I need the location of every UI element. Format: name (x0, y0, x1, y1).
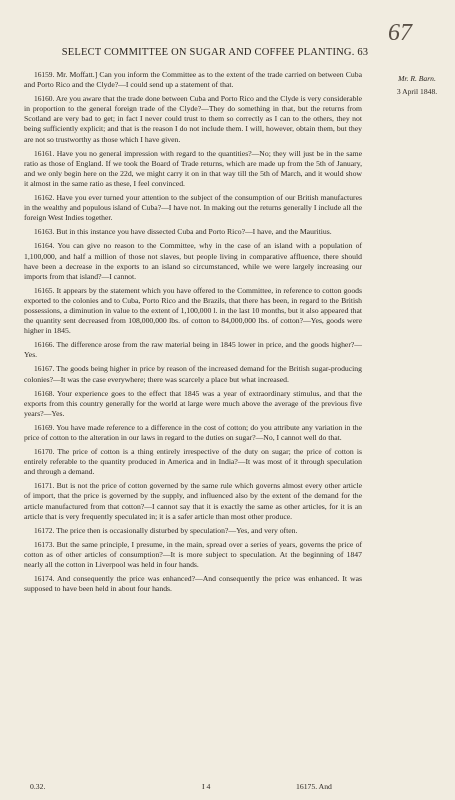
footer-gathering: I 4 (202, 782, 211, 791)
footer-signature: 0.32. (30, 782, 46, 791)
testimony-paragraph (24, 423, 362, 443)
testimony-paragraph (24, 574, 362, 594)
question-text: But is not the price of cotton governed by the same rule which governs almost every other article of import, that the price is governed by the supply, and influenced also by the extent of the demand for the article manufactured from that cotton?—I cannot say that it is exactly the same as other articles, for it is an article that is very frequently speculated in; it is a safer article than most other produce. (24, 481, 362, 521)
footer-catchword: 16175. And (296, 782, 332, 791)
question-number: 16171. (34, 481, 55, 491)
question-text: But the same principle, I presume, in the main, spread over a series of years, governs the price of cotton as of other articles of consumption?—It is more subject to speculation. At the beginning of 1847 nearly all the cotton in Liverpool was held in four hands. (24, 539, 363, 570)
question-text: You can give no reason to the Committee, why in the case of an island with a population of 1,100,000, and half a million of those not slaves, but people living in comparative affluence, there should have been a decrease in the exports to an island so circumstanced, while we were largely increasing our imports from that island?—I cannot. (24, 241, 363, 281)
testimony-paragraph (24, 227, 362, 237)
question-text: It appears by the statement which you have offered to the Committee, in reference to cotton goods exported to the colonies and to Cuba, Porto Rico and the Brazils, that there has been, in regard to the British possessions, a diminution in value to the extent of 1,100,000 l. in the last 10 months, but it also appeared that the quantity sent decreased from 108,000,000 lbs. of cotton to 84,000,000 lbs. of cotton?—Yes, goods were higher in 1845. (24, 285, 363, 336)
page-footer (24, 782, 362, 794)
question-number: 16169. (34, 422, 55, 432)
question-number: 16170. (34, 447, 55, 457)
testimony-paragraph (24, 540, 362, 570)
question-text: Have you ever turned your attention to the subject of the consumption of our British manufactures in the wealthy and populous island of Cuba?—I have not. In making out the returns generally I include all the foreign West Indies together. (24, 193, 362, 223)
testimony-paragraph (24, 193, 362, 223)
testimony-paragraph (24, 447, 362, 477)
testimony-paragraph (24, 389, 362, 419)
page-number: 63 (357, 47, 369, 58)
question-text: Have you no general impression with regard to the quantities?—No; they will just be in the same ratio as those of England. If we took the Board of Trade returns, which are made up from the 5th of January, and we only begin here on the 22d, we might carry it on in that way till the 5th of March, and it would show it almost in the same ratio as these, I feel convinced. (24, 148, 363, 188)
witness-name: Mr. R. Barn. (398, 74, 436, 83)
question-number: 16174. (34, 574, 55, 584)
question-text: The price then is occasionally disturbed by speculation?—Yes, and very often. (56, 525, 298, 535)
question-text: Mr. Moffatt.] Can you inform the Committee as to the extent of the trade carried on between Cuba and Porto Rico and the Clyde?—I could send up a statement of that. (24, 70, 362, 90)
question-text: Are you aware that the trade done between Cuba and Porto Rico and the Clyde is very considerable in proportion to the general foreign trade of the Clyde?—They do something in that, but the returns from Scotland are very bad to get; in fact I never could trust to them so correctly as I can to the others, they not being sufficiently explicit; and that is the reason I do not include them. I will, however, obtain them, but they are not so trustworthy as those which I have given. (24, 94, 362, 144)
question-number: 16160. (34, 94, 55, 104)
question-text: Your experience goes to the effect that 1845 was a year of extraordinary stimulus, and that the exports from this country generally for the world at large were much above the average of the previous five years?—Yes. (24, 388, 362, 418)
question-text: The goods being higher in price by reason of the increased demand for the British sugar-producing colonies?—It was the case everywhere; there was scarcely a place but what increased. (24, 364, 362, 384)
testimony-body (24, 70, 362, 598)
testimony-paragraph (24, 340, 362, 360)
testimony-paragraph (24, 526, 362, 536)
testimony-paragraph (24, 149, 362, 189)
question-number: 16168. (34, 388, 55, 398)
question-number: 16165. (34, 285, 55, 295)
question-number: 16166. (34, 340, 55, 350)
question-text: And consequently the price was enhanced?—And consequently the price was enhanced. It was supposed to have been held in about four hands. (24, 574, 362, 594)
testimony-paragraph (24, 241, 362, 281)
testimony-paragraph (24, 481, 362, 521)
testimony-paragraph (24, 94, 362, 144)
question-number: 16172. (34, 525, 55, 535)
page-title: SELECT COMMITTEE ON SUGAR AND COFFEE PLANTING. (61, 47, 355, 58)
page-header (45, 47, 385, 58)
testimony-paragraph (24, 286, 362, 336)
testimony-paragraph (24, 70, 362, 90)
question-text: You have made reference to a difference in the cost of cotton; do you attribute any variation in the price of cotton to the alteration in our laws in regard to the duties on sugar?—No, I cannot well do that. (24, 422, 362, 442)
question-number: 16159. (34, 70, 55, 79)
question-number: 16173. (34, 539, 55, 549)
question-number: 16167. (34, 364, 55, 374)
question-number: 16162. (34, 193, 55, 203)
testimony-date: 3 April 1848. (396, 87, 438, 96)
question-number: 16161. (34, 148, 55, 158)
margin-note (382, 72, 452, 98)
question-text: The difference arose from the raw material being in 1845 lower in price, and the goods higher?—Yes. (24, 340, 362, 360)
question-text: The price of cotton is a thing entirely irrespective of the duty on sugar; the price of cotton is entirely referable to the quantity produced in America and in India?—It was most of it through speculation and through a demand. (24, 447, 362, 477)
question-number: 16163. (34, 227, 55, 237)
handwritten-folio-number: 67 (388, 20, 412, 46)
question-text: But in this instance you have dissected Cuba and Porto Rico?—I have, and the Mauritius. (56, 227, 332, 237)
question-number: 16164. (34, 241, 55, 251)
testimony-paragraph (24, 364, 362, 384)
